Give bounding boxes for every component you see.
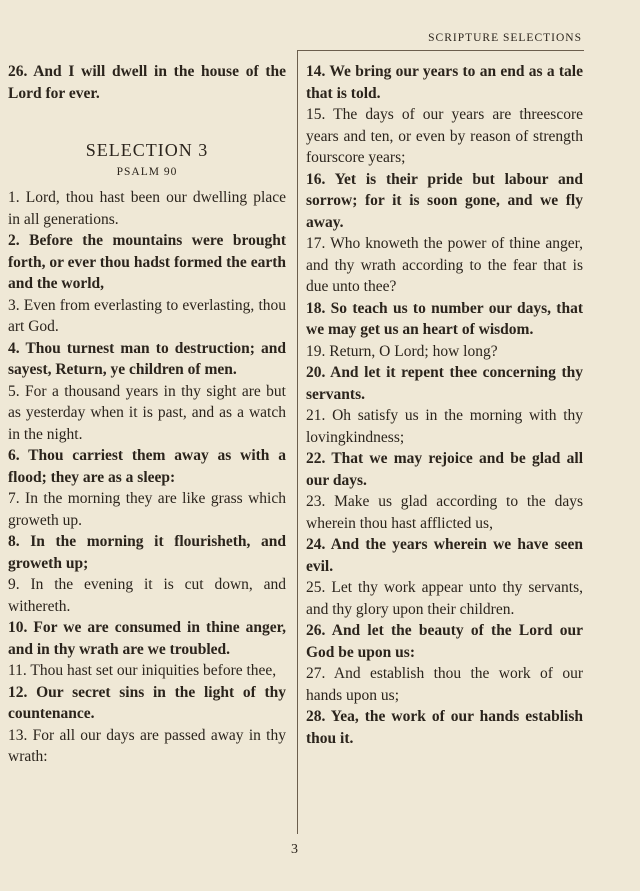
verse: 10. For we are consumed in thine anger, and in thy wrath are we troubled.: [8, 619, 286, 658]
verse: 9. In the evening it is cut down, and withereth.: [8, 576, 286, 615]
left-verses: [8, 187, 286, 768]
verse: 26. And I will dwell in the house of the Lord for ever.: [8, 63, 286, 102]
column-divider: [297, 50, 298, 834]
verse: 6. Thou carriest them away as with a flood; they are as a sleep:: [8, 447, 286, 486]
verse: 18. So teach us to number our days, that we may get us an heart of wisdom.: [306, 299, 583, 338]
verse: 22. That we may rejoice and be glad all our days.: [306, 450, 583, 489]
verse: 12. Our secret sins in the light of thy countenance.: [8, 683, 286, 722]
running-head: SCRIPTURE SELECTIONS: [428, 32, 582, 44]
verse: 8. In the morning it flourisheth, and groweth up;: [8, 533, 286, 572]
verse: 23. Make us glad according to the days wherein thou hast afflicted us,: [306, 493, 583, 532]
verse: 4. Thou turnest man to destruction; and sayest, Return, ye children of men.: [8, 339, 286, 378]
verse: 17. Who knoweth the power of thine anger, and thy wrath according to the fear that is due unto thee?: [306, 235, 583, 295]
verse: 19. Return, O Lord; how long?: [306, 342, 498, 360]
selection-subtitle: PSALM 90: [116, 166, 178, 178]
verse: 2. Before the mountains were brought forth, or ever thou hadst formed the earth and the world,: [8, 232, 286, 292]
verse: 16. Yet is their pride but labour and sorrow; for it is soon gone, and we fly away.: [306, 170, 583, 231]
verse: 28. Yea, the work of our hands establish thou it.: [306, 708, 583, 747]
left-verses-before: [8, 61, 286, 104]
verse: 24. And the years wherein we have seen evil.: [306, 536, 583, 575]
header-rule: [297, 50, 584, 51]
verse: 26. And let the beauty of the Lord our God be upon us:: [306, 622, 583, 661]
verse: 14. We bring our years to an end as a tale that is told.: [306, 63, 583, 102]
verse: 7. In the morning they are like grass which groweth up.: [8, 490, 286, 529]
verse: 5. For a thousand years in thy sight are but as yesterday when it is past, and as a watch in the night.: [8, 382, 286, 443]
verse: 25. Let thy work appear unto thy servants, and thy glory upon their children.: [306, 579, 583, 618]
verse: 21. Oh satisfy us in the morning with thy lovingkindness;: [306, 407, 583, 446]
verse: 3. Even from everlasting to everlasting, thou art God.: [8, 296, 286, 335]
right-column: [306, 61, 583, 749]
selection-title: SELECTION 3: [85, 140, 209, 160]
verse: 15. The days of our years are threescore years and ten, or even by reason of strength fourscore years;: [306, 106, 583, 166]
right-verses: [306, 61, 583, 749]
verse: 20. And let it repent thee concerning thy servants.: [306, 364, 583, 403]
verse: 27. And establish thou the work of our hands upon us;: [306, 665, 583, 704]
verse: 13. For all our days are passed away in thy wrath:: [8, 726, 286, 765]
verse: 1. Lord, thou hast been our dwelling place in all generations.: [8, 189, 286, 228]
left-column: [8, 61, 286, 768]
verse: 11. Thou hast set our iniquities before thee,: [8, 662, 277, 679]
page-number: 3: [291, 842, 298, 857]
